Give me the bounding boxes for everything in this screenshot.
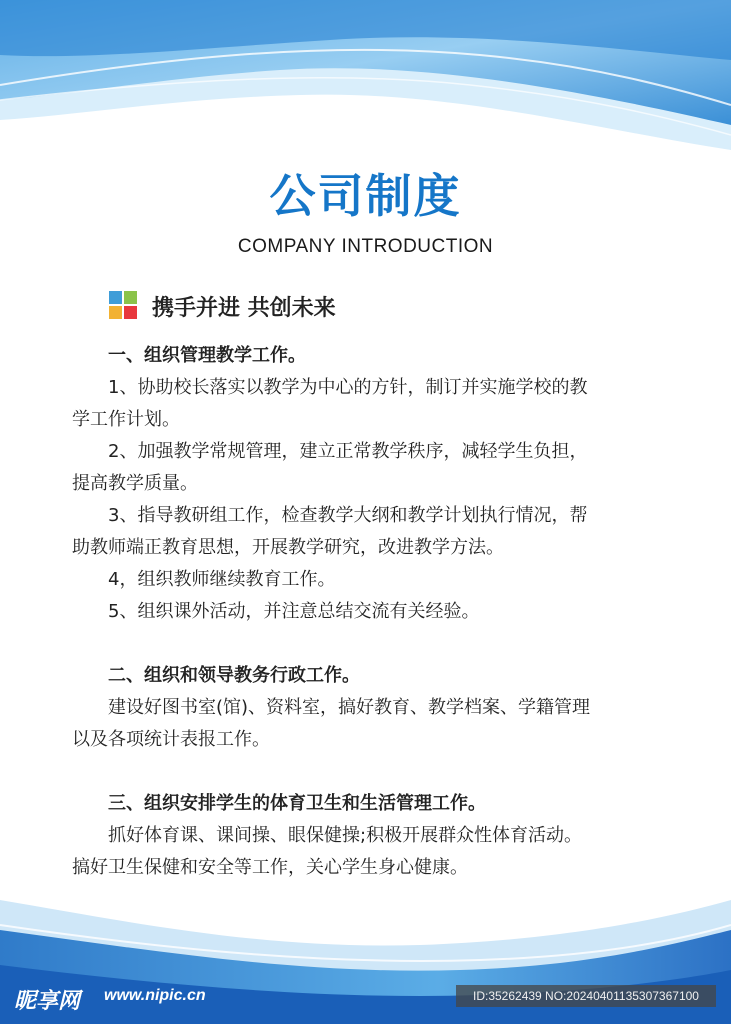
- paragraph-line: 1、协助校长落实以教学为中心的方针，制订并实施学校的教: [108, 377, 588, 398]
- section-heading: 二、组织和领导教务行政工作。: [108, 665, 360, 686]
- color-squares-icon: [109, 291, 137, 319]
- watermark-logo: 昵享网: [14, 989, 81, 1014]
- paragraph-line: 以及各项统计表报工作。: [72, 729, 270, 750]
- section-heading: 一、组织管理教学工作。: [108, 345, 306, 366]
- watermark-url: www.nipic.cn: [104, 987, 206, 1004]
- paragraph-line: 搞好卫生保健和安全等工作，关心学生身心健康。: [72, 857, 468, 878]
- paragraph-line: 学工作计划。: [72, 409, 180, 430]
- paragraph-line: 助教师端正教育思想，开展教学研究，改进教学方法。: [72, 537, 504, 558]
- section-heading: 三、组织安排学生的体育卫生和生活管理工作。: [108, 793, 486, 814]
- slogan: 携手并进 共创未来: [152, 296, 336, 321]
- paragraph-line: 提高教学质量。: [72, 473, 198, 494]
- image-id-badge: ID:35262439 NO:20240401135307367100: [456, 985, 716, 1007]
- paragraph-line: 建设好图书室(馆)、资料室，搞好教育、教学档案、学籍管理: [108, 697, 591, 718]
- paragraph-line: 5、组织课外活动，并注意总结交流有关经验。: [108, 601, 480, 622]
- paragraph-line: 2、加强教学常规管理，建立正常教学秩序，减轻学生负担，: [108, 441, 588, 462]
- paragraph-line: 抓好体育课、课间操、眼保健操;积极开展群众性体育活动。: [108, 825, 583, 846]
- paragraph-line: 3、指导教研组工作，检查教学大纲和教学计划执行情况，帮: [108, 505, 588, 526]
- policy-content: [72, 340, 664, 884]
- paragraph-line: 4，组织教师继续教育工作。: [108, 569, 336, 590]
- page-title: 公司制度: [269, 169, 462, 223]
- page-subtitle: COMPANY INTRODUCTION: [237, 236, 494, 257]
